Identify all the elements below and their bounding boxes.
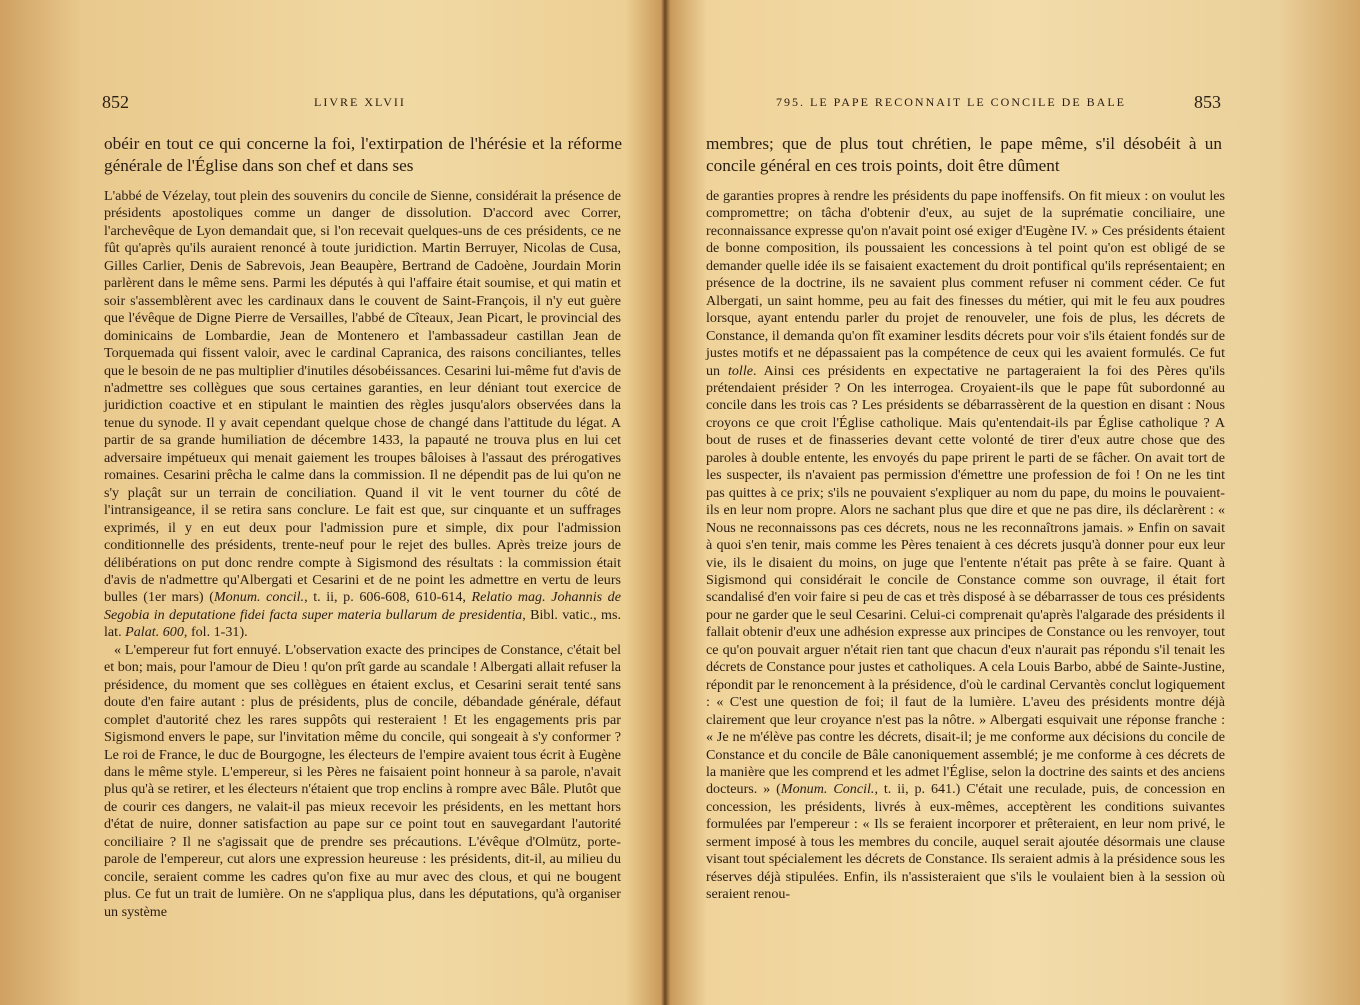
footnote-paragraph: « L'empereur fut fort ennuyé. L'observation exacte des principes de Constance, c'était bel et bon; mais, pour l'amour de Dieu ! qu'on prît garde au scandale ! Albergati allait refuser la présidence, du moment que ses collègues en étaient exclus, et Cesarini serait tenté sans doute d'en faire autant : plus de présidents, plus de concile, débandade générale, défaut complet d'autorité chez les rares suppôts qui resteraient ! Et les engagements pris par Sigismond envers le pape, sur l'invitation même du concile, qui songeait à s'y conformer ? Le roi de France, le duc de Bourgogne, les électeurs de l'empire avaient tous écrit à Eugène dans le même style. L'empereur, si les Pères ne faisaient point honneur à sa parole, n'avait plus qu'à se retirer, et les électeurs n'étaient que trop enclins à rompre avec Bâle. Plutôt que de courir ces dangers, ne valait-il pas mieux recevoir les présidents, en les mettant hors d'état de nuire, donner satisfaction au pape sur ce point tout en sauvegardant l'autorité conciliaire ? Il ne s'agissait que de prendre ses précautions. L'évêque d'Olmütz, porte-parole de l'empereur, cut alors une expression heureuse : les présidents, dit-il, au milieu du concile, seraient comme les cadres qu'on fixe au mur avec des clous, et qui ne bougent plus. Ce fut un trait de lumière. On ne s'appliqua plus, dans les députations, qu'à organiser un système (104, 641, 621, 920)
main-text: membres; que de plus tout chrétien, le pape même, s'il désobéit à un concile général en ces trois points, doit être dûment (706, 134, 1222, 175)
page-number: 853 (1194, 92, 1221, 112)
footnote-paragraph: de garanties propres à rendre les présidents du pape inoffensifs. On fit mieux : on voulut les compromettre; on tâcha d'obtenir d'eux, au sujet de la suprématie conciliaire, une reconnaissance expresse qu'on n'avait point osé exiger d'Eugène IV. » Ces présidents étaient de bonne composition, ils poussaient les concessions à tel point qu'on est obligé de se demander quelle idée ils se faisaient exactement du droit pontifical qu'ils représentaient; en présence de la doctrine, ils ne savaient plus comment refuser ni comment céder. Ce fut Albergati, un saint homme, peu au fait des finesses du métier, qui mit le feu aux poudres lorsque, ayant entendu parler du projet de renouveler, une fois de plus, les décrets de Constance, il demanda qu'on fît examiner lesdits décrets pour voir s'ils étaient fondés sur de justes motifs et ne dépassaient pas la compétence de ceux qui les avaient formulés. Ce fut un tolle. Ainsi ces présidents en expectative ne partageraient la foi des Pères qu'ils prétendaient présider ? On les interrogea. Croyaient-ils que le pape fût subordonné au concile dans les trois cas ? Les présidents se débarrassèrent de la question en disant : Nous croyons ce que croit l'Église catholique. Mais qu'entendait-ils par Église catholique ? A bout de ruses et de finasseries devant cette volonté de tirer d'eux autre chose que des paroles à double entente, les envoyés du pape prirent le parti de se fâcher. On avait tort de les suspecter, ils n'avaient pas permission d'émettre une profession de foi ! On ne les tint pas quittes à ce prix; s'ils ne pouvaient s'expliquer au nom du pape, du moins le pouvaient-ils en leur nom propre. Alors ne sachant plus que dire et que ne pas dire, ils déclarèrent : « Nous ne reconnaissons pas ces décrets, nous ne les reconnaîtrons jamais. » Enfin on savait à quoi s'en tenir, mais comme les Pères tenaient à ces décrets jusqu'à donner pour eux leur vie, ils le disaient du moins, on juge que l'entente n'était pas prête à se faire. Quant à Sigismond qui considérait le concile de Constance comme son ouvrage, il était fort scandalisé d'en voir faire si peu de cas et très disposé à se débarrasser de tous ces présidents pour ne garder que le seul Cesarini. Celui-ci comprenait qu'après l'algarade des présidents il fallait obtenir d'eux une adhésion expresse aux principes de Constance ou les renvoyer, tout ce qu'on pouvait arguer n'était rien tant que chacun d'eux n'aurait pas répondu s'il tenait les décrets de Constance pour justes et catholiques. A cela Louis Barbo, abbé de Sainte-Justine, répondit par le renoncement à la présidence, d'où le cardinal Cervantès conclut logiquement : « C'est une question de foi; il faut de la lumière. L'aveu des présidents montre déjà clairement que leur croyance n'est pas la nôtre. » Albergati esquivait une réponse franche : « Je ne m'élève pas contre les décrets, disait-il; je me conforme aux décisions du concile de Constance et du concile de Bâle canoniquement assemblé; je me conforme à ces décrets de la manière que les comprend et les admet l'Église, selon la doctrine des saints et des anciens docteurs. » (Monum. Concil., t. ii, p. 641.) C'était une reculade, puis, de concession en concession, les présidents, livrés à eux-mêmes, acceptèrent les conditions suivantes formulées par l'empereur : « Ils se feraient incorporer et prêteraient, en leur nom privé, le serment imposé à tous les membres du concile, auquel serait ajoutée désormais une clause visant tout spécialement les décrets de Constance. Ils seraient admis à la présidence sous les réserves déjà stipulées. Enfin, ils n'assisteraient que s'ils le voulaient bien à la session où seraient renou- (706, 188, 1226, 903)
footnote-block (104, 188, 621, 921)
main-text: obéir en tout ce qui concerne la foi, l'extirpation de l'hérésie et la réforme générale de l'Église dans son chef et dans ses (104, 134, 622, 175)
right-page (668, 0, 1360, 1005)
running-head: LIVRE XLVII (314, 95, 406, 109)
left-page (0, 0, 650, 1005)
footnote-paragraph: L'abbé de Vézelay, tout plein des souvenirs du concile de Sienne, considérait la présence de présidents apostoliques comme un danger de dissolution. D'accord avec Correr, l'archevêque de Lyon demandait que, si l'on recevait quelques-uns de ces présidents, ce ne fût qu'après qu'ils auraient renoncé à toute juridiction. Martin Berruyer, Nicolas de Cusa, Gilles Carlier, Denis de Sabrevois, Jean Beaupère, Bertrand de Cadoène, Jourdain Morin parlèrent dans le même sens. Parmi les députés à qui l'affaire était soumise, et qui matin et soir s'assemblèrent avec les cardinaux dans le couvent de Saint-François, il n'y eut guère que l'évêque de Digne Pierre de Versailles, l'abbé de Cîteaux, Jean Picart, le provincial des dominicains de Lombardie, Jean de Montenero et l'ambassadeur castillan Jean de Torquemada qui fissent valoir, avec le cardinal Capranica, des raisons conciliantes, telles que le besoin de ne pas multiplier d'inutiles désobéissances. Cesarini lui-même fut d'avis de n'admettre ses collègues que sous certaines garanties, en leur déniant tout exercice de juridiction coactive et en stipulant le maintien des règles jusqu'alors observées dans la tenue du synode. Il y avait cependant quelque chose de changé dans l'attitude du légat. A partir de sa grande humiliation de décembre 1433, la papauté ne trouva plus en lui cet adversaire impétueux qui menait gaiement les troupes bâloises à l'assaut des prérogatives romaines. Cesarini prêcha le calme dans la commission. Il ne dépendit pas de lui qu'on ne s'y plaçât sur un terrain de conciliation. Quand il vit le vent tourner du côté de l'intransigeance, il se retira sans conclure. Le fait est que, sur cinquante et un suffrages exprimés, il y en eut deux pour l'admission pure et simple, dix pour l'admission conditionnelle des présidents, trente-neuf pour le rejet des bulles. Après treize jours de délibérations on put donc rendre compte à Sigismond des résultats : la commission était d'avis de n'admettre qu'Albergati et Cesarini et de ne point les admettre en vertu de leurs bulles (1er mars) (Monum. concil., t. ii, p. 606-608, 610-614, Relatio mag. Johannis de Segobia in deputatione fidei facta super materia bullarum de presidentia, Bibl. vatic., ms. lat. Palat. 600, fol. 1-31). (104, 188, 621, 641)
footnote-block (706, 188, 1225, 904)
running-head: 795. LE PAPE RECONNAIT LE CONCILE DE BALE (776, 95, 1126, 109)
page-number: 852 (102, 92, 129, 112)
